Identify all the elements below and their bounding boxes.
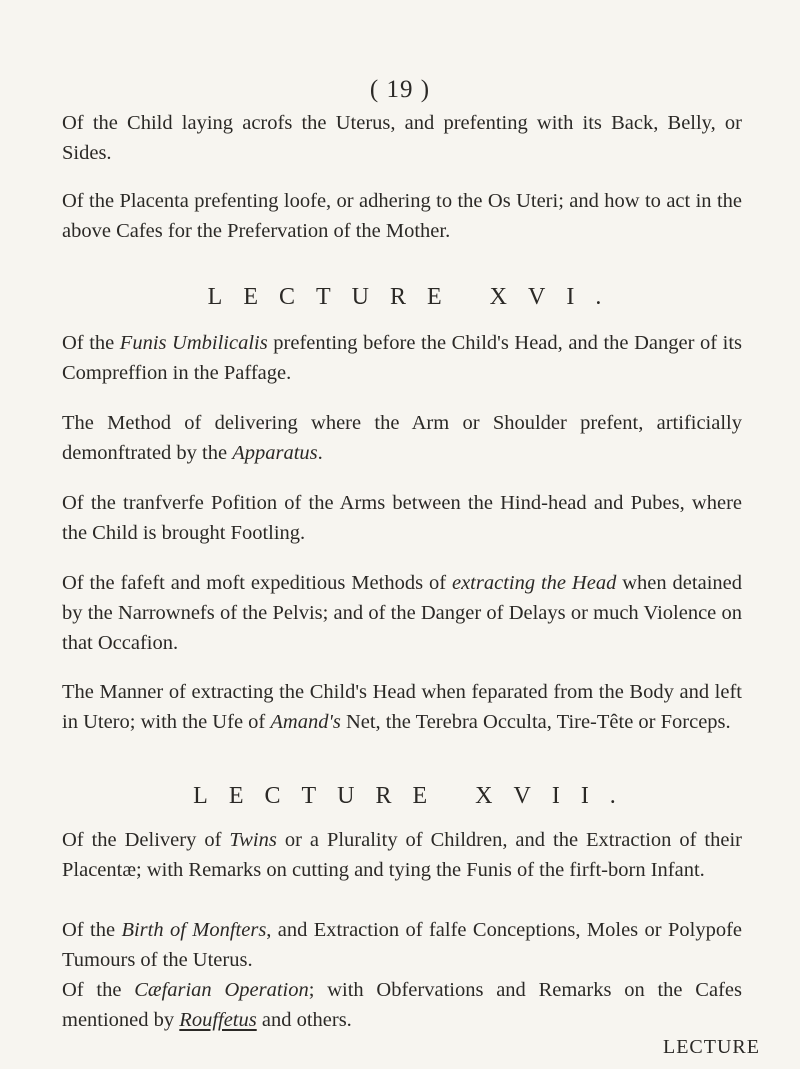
- paragraph-child-across-uterus: Of the Child laying acrofs the Uterus, and prefenting with its Back, Belly, or Sides.: [62, 112, 742, 164]
- paragraph-funis: Of the Funis Umbilicalis prefenting before the Child's Head, and the Danger of its Compreffion in the Paffage.: [62, 332, 742, 384]
- rouffetus-term: Rouffetus: [179, 1009, 257, 1031]
- lecture-xvii-heading: LECTURE XVII.: [193, 783, 637, 809]
- funis-umbilicalis-term: Funis Umbilicalis: [119, 332, 268, 354]
- paragraph-extracting-head: Of the fafeft and moft expeditious Methods of extracting the Head when detained by the Narrownefs of the Pelvis; and of the Danger of Delays or much Violence on that Occafion.: [62, 572, 742, 654]
- paragraph-monsters: Of the Birth of Monfters, and Extraction of falfe Conceptions, Moles or Polypofe Tumours of the Uterus.: [62, 919, 742, 971]
- extracting-head-term: extracting the Head: [451, 572, 617, 594]
- page-number: ( 19 ): [369, 76, 431, 103]
- paragraph-placenta: Of the Placenta prefenting loofe, or adhering to the Os Uteri; and how to act in the above Cafes for the Prefervation of the Mother.: [62, 190, 742, 242]
- paragraph-separated-head: The Manner of extracting the Child's Head when feparated from the Body and left in Utero; with the Ufe of Amand's Net, the Terebra Occulta, Tire-Tête or Forceps.: [62, 681, 742, 733]
- apparatus-term: Apparatus: [232, 442, 318, 464]
- catchword: LECTURE: [663, 1036, 760, 1058]
- paragraph-caesarian: Of the Cæfarian Operation; with Obfervations and Remarks on the Cafes mentioned by Rouffetus and others.: [62, 979, 742, 1031]
- lecture-xvi-heading: LECTURE XVI.: [207, 284, 623, 310]
- paragraph-twins: Of the Delivery of Twins or a Plurality of Children, and the Extraction of their Placentæ; with Remarks on cutting and tying the Funis of the firft-born Infant.: [62, 829, 742, 881]
- birth-of-monsters-term: Birth of Monfters: [121, 919, 267, 941]
- caesarian-term: Cæfarian Operation: [134, 979, 309, 1001]
- paragraph-arm-shoulder: The Method of delivering where the Arm or Shoulder prefent, artificially demonftrated by the Apparatus.: [62, 412, 742, 464]
- paragraph-transverse-arms: Of the tranfverfe Pofition of the Arms between the Hind-head and Pubes, where the Child is brought Footling.: [62, 492, 742, 544]
- twins-term: Twins: [229, 829, 277, 851]
- amand-term: Amand's: [270, 711, 341, 733]
